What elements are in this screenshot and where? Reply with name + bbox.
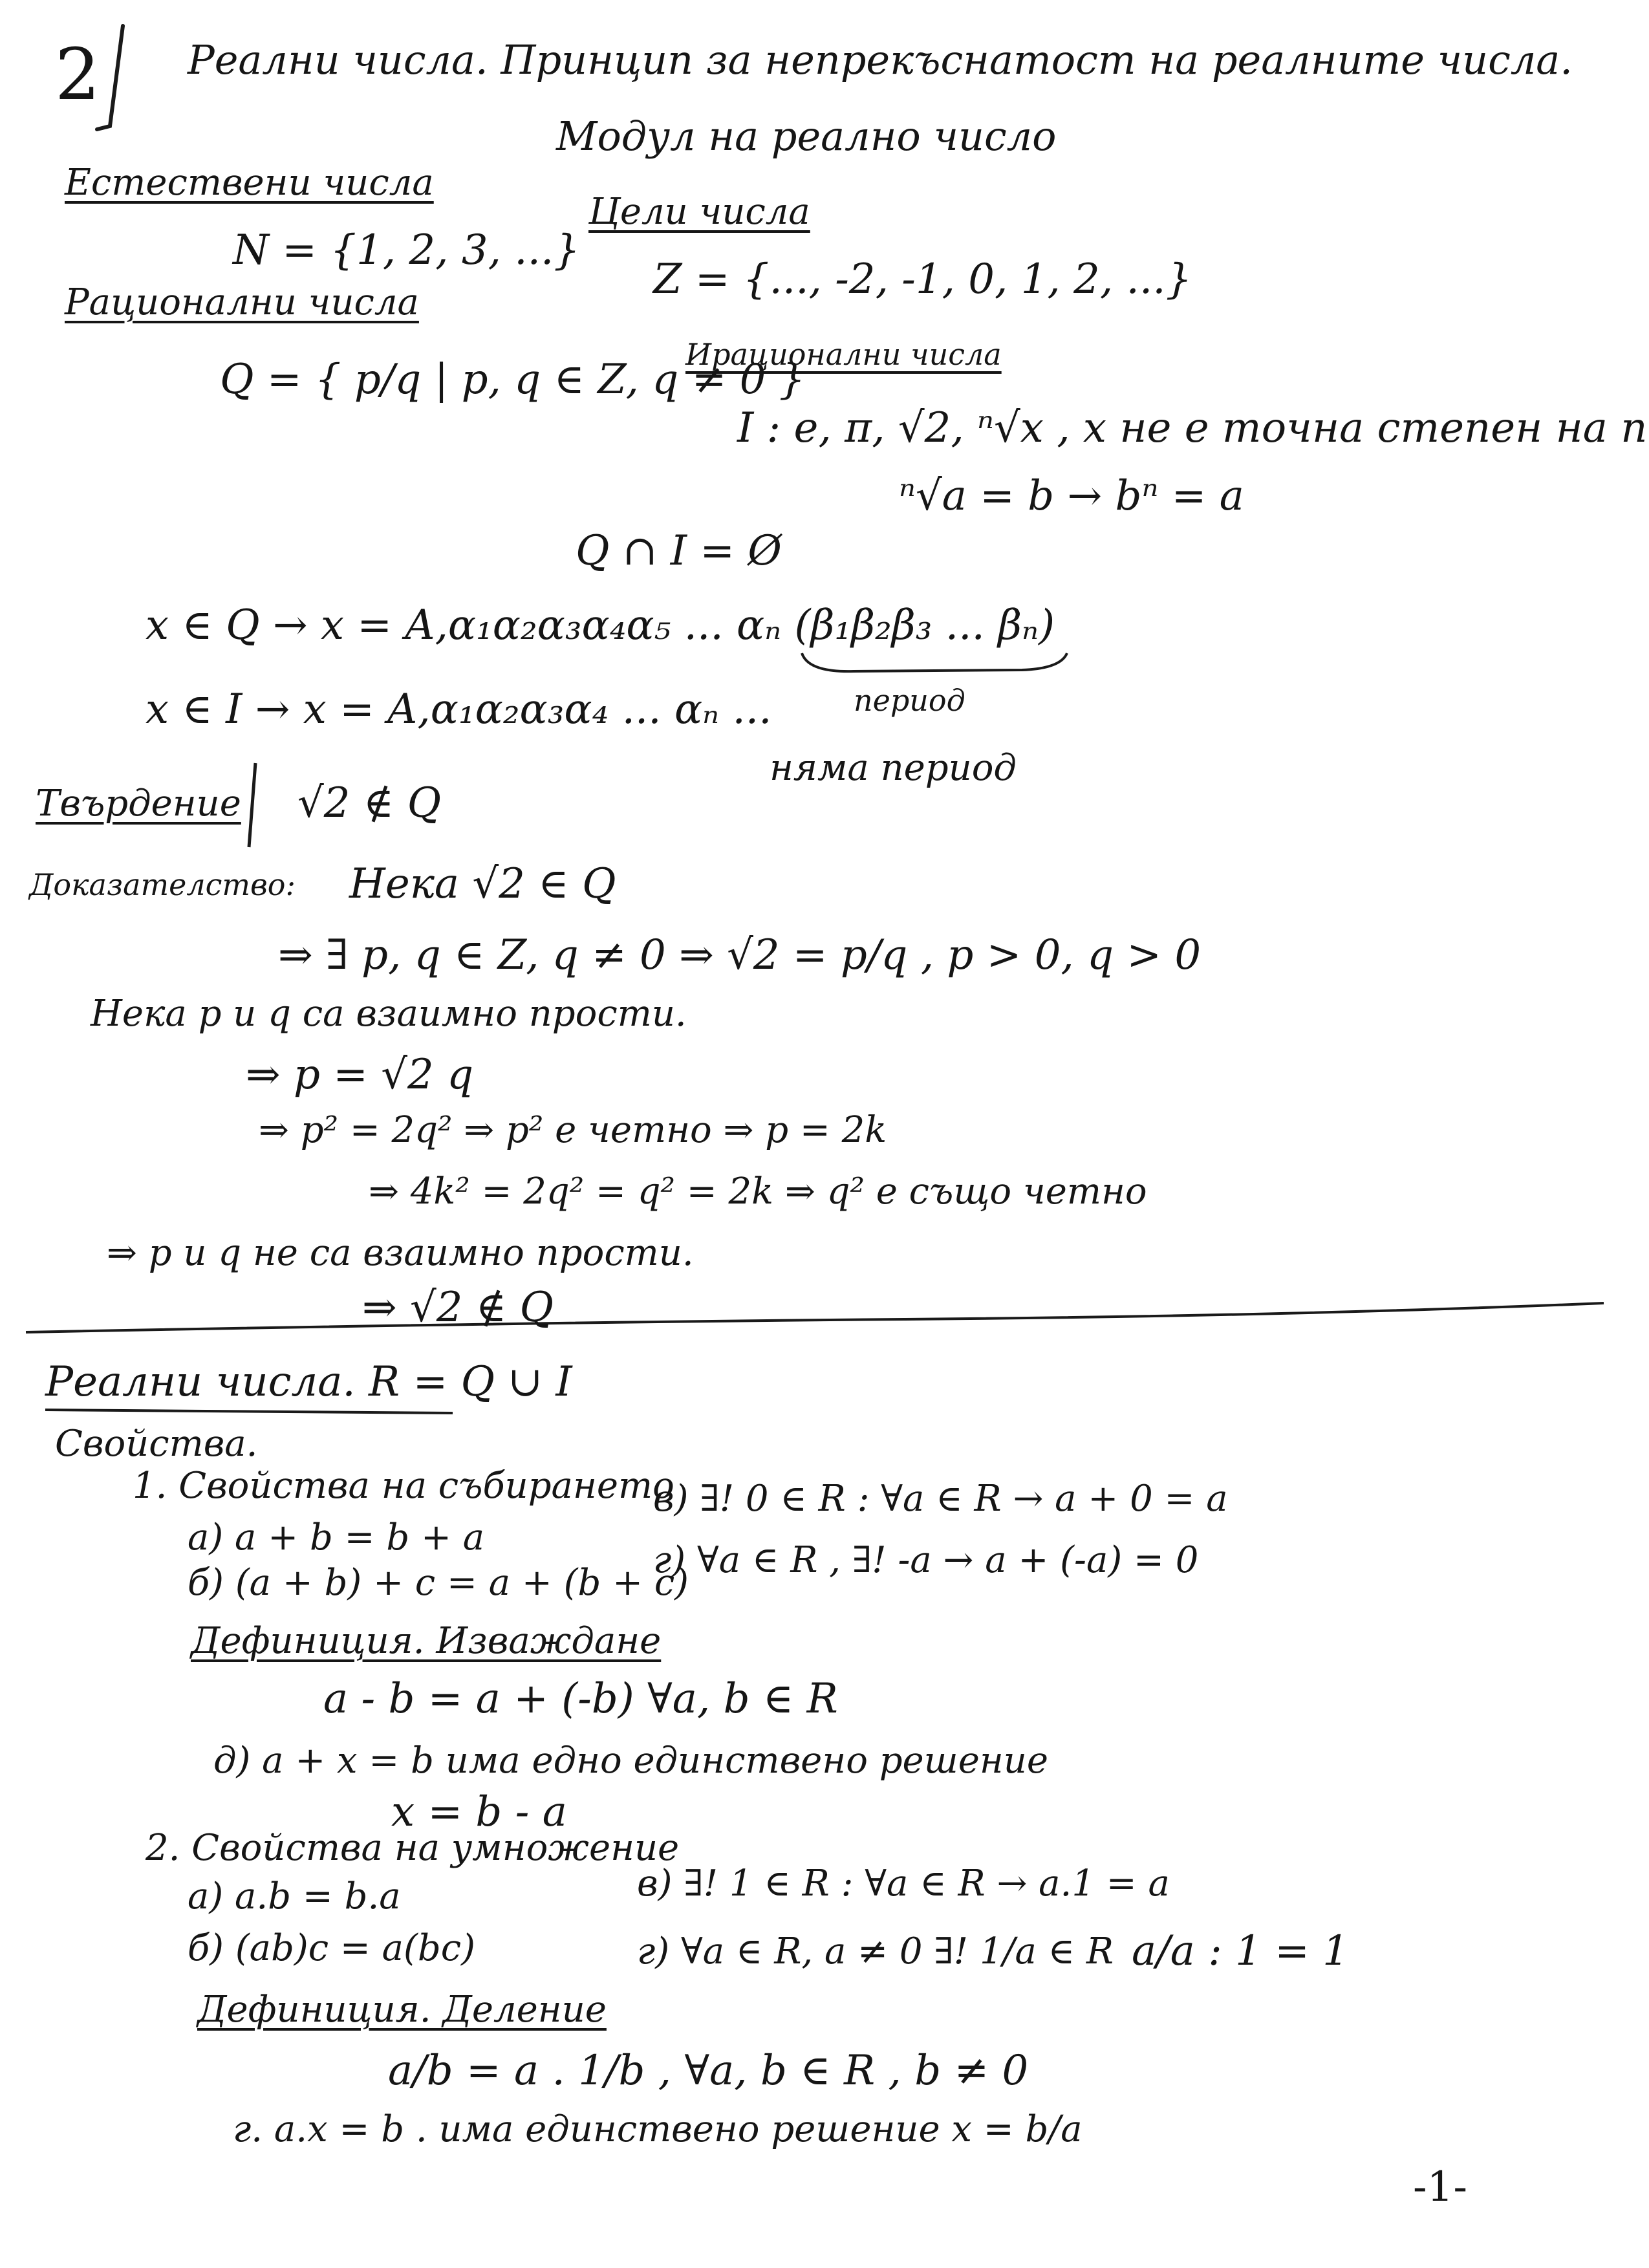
no-period-label: няма период bbox=[770, 747, 1017, 789]
division-g: г. a.x = b . има единствено решение x = b/a bbox=[233, 2108, 1083, 2150]
division-formula: a/b = a . 1/b , ∀a, b ∈ R , b ≠ 0 bbox=[388, 2047, 1029, 2095]
multiplication-g: г) ∀a ∈ R, a ≠ 0 ∃! 1/a ∈ R bbox=[637, 1930, 1114, 1972]
properties-label: Свойства. bbox=[55, 1423, 258, 1465]
division-definition: Дефиниция. Деление bbox=[197, 1989, 607, 2031]
addition-heading: 1. Свойства на събирането bbox=[133, 1465, 674, 1507]
subtraction-formula: a - b = a + (-b) ∀a, b ∈ R bbox=[323, 1675, 838, 1723]
claim-label: Твърдение bbox=[36, 783, 241, 825]
reals-heading: Реални числа. R = Q ∪ I bbox=[45, 1358, 572, 1406]
proof-line-2: ⇒ ∃ p, q ∈ Z, q ≠ 0 ⇒ √2 = p/q , p > 0, q > 0 bbox=[278, 931, 1202, 979]
addition-g: г) ∀a ∈ R , ∃! -a → a + (-a) = 0 bbox=[653, 1539, 1199, 1581]
integers-heading: Цели числа bbox=[588, 191, 810, 233]
proof-label: Доказателство: bbox=[29, 867, 296, 902]
page-number: 2 bbox=[55, 33, 100, 116]
subtraction-definition: Дефиниция. Изваждане bbox=[191, 1620, 662, 1662]
irrational-decimal-form: x ∈ I → x = A,α₁α₂α₃α₄ ... αₙ ... bbox=[146, 686, 772, 733]
proof-line-7: ⇒ p и q не са взаимно прости. bbox=[107, 1232, 694, 1274]
rational-decimal-form: x ∈ Q → x = A,α₁α₂α₃α₄α₅ ... αₙ (β₁β₂β₃ ... βₙ) bbox=[146, 601, 1055, 649]
proof-line-6: ⇒ 4k² = 2q² = q² = 2k ⇒ q² е също четно bbox=[369, 1171, 1147, 1213]
irrational-heading: Ирационални числа bbox=[685, 337, 1002, 372]
rational-heading: Рационални числа bbox=[65, 281, 419, 323]
page-subtitle: Модул на реално число bbox=[556, 113, 1057, 160]
multiplication-heading: 2. Свойства на умножение bbox=[146, 1827, 680, 1869]
number-bracket-stroke bbox=[97, 26, 123, 129]
natural-heading: Естествени числа bbox=[65, 162, 434, 204]
multiplication-note: a/a : 1 = 1 bbox=[1132, 1927, 1349, 1975]
rational-set: Q = { p/q | p, q ∈ Z, q ≠ 0 } bbox=[220, 356, 806, 404]
proof-line-8: ⇒ √2 ∉ Q bbox=[362, 1284, 554, 1332]
period-label: период bbox=[854, 683, 965, 718]
section-divider bbox=[26, 1303, 1604, 1332]
irrational-examples: I : e, π, √2, ⁿ√x , x не е точна степен на n bbox=[737, 404, 1648, 452]
root-definition: ⁿ√a = b → bⁿ = a bbox=[899, 472, 1244, 520]
proof-line-1: Нека √2 ∈ Q bbox=[349, 860, 616, 908]
footer-page-number: -1- bbox=[1413, 2163, 1467, 2211]
proof-line-5: ⇒ p² = 2q² ⇒ p² е четно ⇒ p = 2k bbox=[259, 1109, 887, 1151]
claim-bar-stroke bbox=[249, 763, 255, 847]
claim-statement: √2 ∉ Q bbox=[297, 779, 442, 827]
addition-v: в) ∃! 0 ∈ R : ∀a ∈ R → a + 0 = a bbox=[653, 1478, 1228, 1520]
reals-underline bbox=[45, 1410, 453, 1413]
proof-line-4: ⇒ p = √2 q bbox=[246, 1051, 474, 1099]
page-title: Реални числа. Принцип за непрекъснатост на реалните числа. bbox=[188, 36, 1573, 83]
natural-set: N = {1, 2, 3, ...} bbox=[233, 226, 580, 274]
multiplication-b: б) (ab)c = a(bc) bbox=[188, 1927, 475, 1969]
multiplication-a: а) a.b = b.a bbox=[188, 1875, 401, 1917]
period-brace-stroke bbox=[802, 653, 1067, 671]
addition-b: б) (a + b) + c = a + (b + c) bbox=[188, 1562, 689, 1604]
proof-line-3: Нека p и q са взаимно прости. bbox=[91, 993, 687, 1035]
addition-a: а) a + b = b + a bbox=[188, 1517, 485, 1559]
multiplication-v: в) ∃! 1 ∈ R : ∀a ∈ R → a.1 = a bbox=[637, 1863, 1170, 1905]
integers-set: Z = {..., -2, -1, 0, 1, 2, ...} bbox=[653, 255, 1192, 303]
subtraction-solution: x = b - a bbox=[391, 1788, 567, 1836]
intersection-statement: Q ∩ I = Ø bbox=[576, 527, 782, 575]
subtraction-d: д) a + x = b има едно единствено решение bbox=[213, 1740, 1048, 1782]
